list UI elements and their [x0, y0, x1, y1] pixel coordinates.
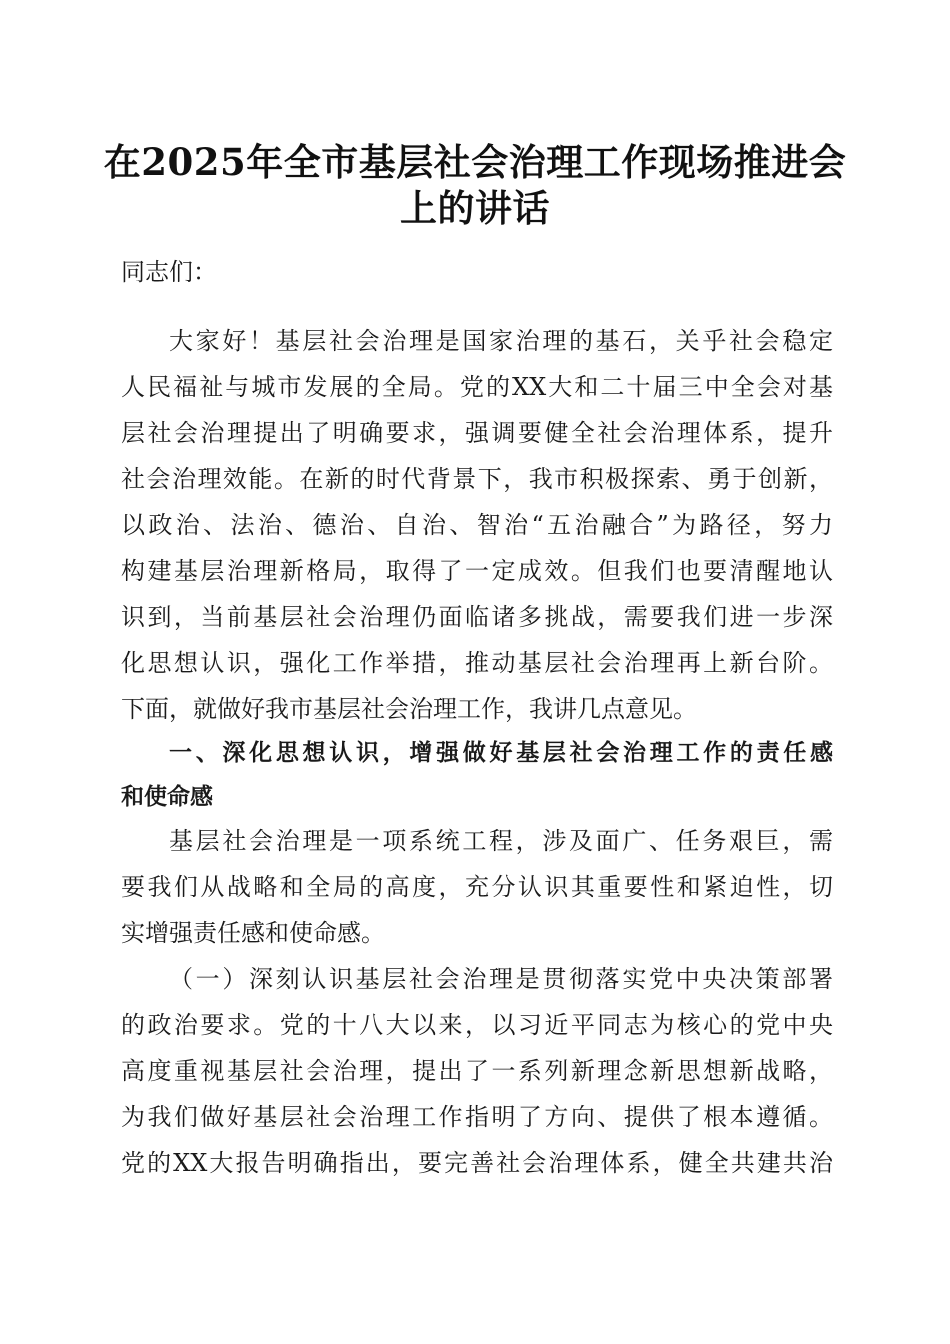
- paragraph-line: 识到，当前基层社会治理仍面临诸多挑战，需要我们进一步深: [121, 603, 833, 631]
- paragraph-line: 化思想认识，强化工作举措，推动基层社会治理再上新台阶。: [121, 649, 833, 677]
- paragraph-line: 社会治理效能。在新的时代背景下，我市积极探索、勇于创新，: [121, 465, 833, 493]
- paragraph-line: 大家好！基层社会治理是国家治理的基石，关乎社会稳定: [169, 327, 833, 355]
- paragraph-line: 实增强责任感和使命感。: [121, 919, 385, 947]
- paragraph-line: 基层社会治理是一项系统工程，涉及面广、任务艰巨，需: [169, 827, 833, 855]
- paragraph-line: （一）深刻认识基层社会治理是贯彻落实党中央决策部署: [169, 965, 833, 993]
- paragraph-line: 构建基层治理新格局，取得了一定成效。但我们也要清醒地认: [121, 557, 833, 585]
- paragraph-line: 下面，就做好我市基层社会治理工作，我讲几点意见。: [121, 695, 697, 723]
- paragraph-line: 为我们做好基层社会治理工作指明了方向、提供了根本遵循。: [121, 1103, 833, 1131]
- paragraph-line: 高度重视基层社会治理，提出了一系列新理念新思想新战略，: [121, 1057, 833, 1085]
- paragraph-line: 的政治要求。党的十八大以来，以习近平同志为核心的党中央: [121, 1011, 833, 1039]
- paragraph-line: 党的XX大报告明确指出，要完善社会治理体系，健全共建共治: [121, 1149, 833, 1177]
- section-heading-line: 一、深化思想认识，增强做好基层社会治理工作的责任感: [169, 740, 833, 766]
- paragraph-line: 以政治、法治、德治、自治、智治“五治融合”为路径，努力: [121, 511, 833, 539]
- paragraph-line: 层社会治理提出了明确要求，强调要健全社会治理体系，提升: [121, 419, 833, 447]
- paragraph-line: 同志们：: [121, 258, 217, 286]
- section-heading-line: 和使命感: [121, 784, 213, 810]
- paragraph-line: 人民福祉与城市发展的全局。党的XX大和二十届三中全会对基: [121, 373, 833, 401]
- paragraph-line: 要我们从战略和全局的高度，充分认识其重要性和紧迫性，切: [121, 873, 833, 901]
- document-title-line-2: 上的讲话: [400, 186, 550, 230]
- document-title-line-1: 在2025年全市基层社会治理工作现场推进会: [103, 140, 847, 184]
